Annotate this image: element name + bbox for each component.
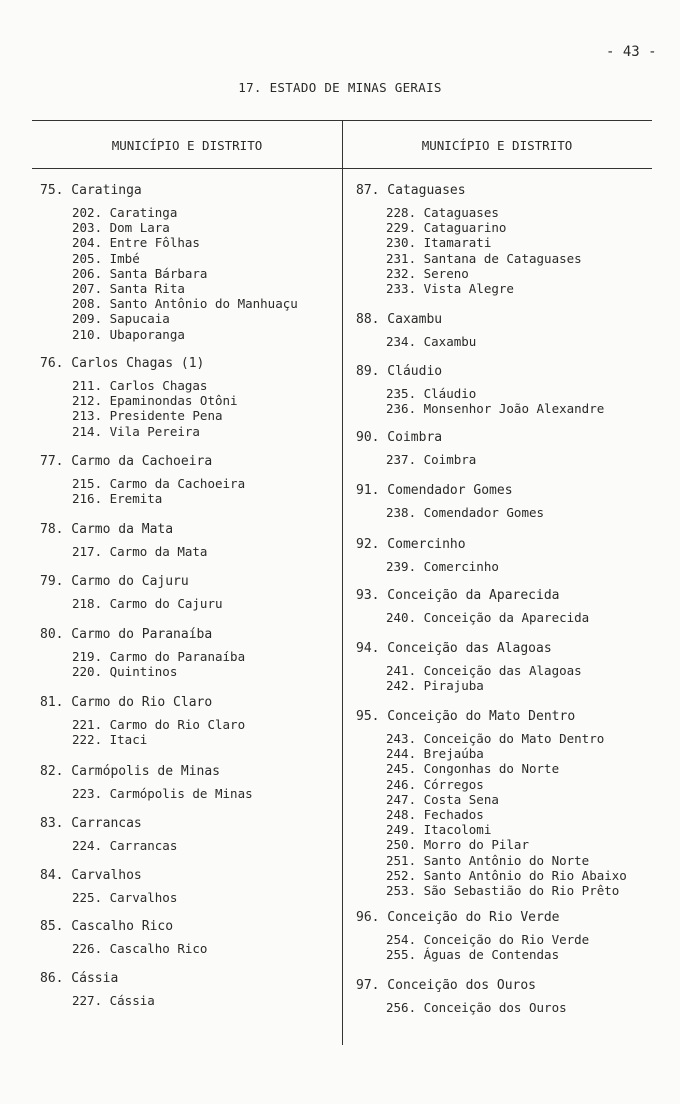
- municipio-entry: 96. Conceição do Rio Verde: [356, 910, 560, 925]
- distrito-entry: 216. Eremita: [72, 491, 163, 507]
- municipio-entry: 93. Conceição da Aparecida: [356, 588, 560, 603]
- distrito-entry: 255. Águas de Contendas: [386, 947, 560, 963]
- distrito-entry: 226. Cascalho Rico: [72, 941, 208, 956]
- page-number: - 43 -: [606, 44, 657, 60]
- distrito-entry: 217. Carmo da Mata: [72, 544, 208, 559]
- distrito-entry: 229. Cataguarino: [386, 220, 507, 236]
- distrito-entry: 222. Itaci: [72, 732, 148, 748]
- distrito-entry: 227. Cássia: [72, 993, 155, 1008]
- distrito-entry: 218. Carmo do Cajuru: [72, 596, 223, 611]
- distrito-entry: 248. Fechados: [386, 807, 484, 822]
- distrito-entry: 207. Santa Rita: [72, 281, 185, 296]
- distrito-entry: 212. Epaminondas Otôni: [72, 393, 238, 409]
- distrito-entry: 206. Santa Bárbara: [72, 265, 208, 281]
- distrito-entry: 252. Santo Antônio do Rio Abaixo: [386, 867, 627, 883]
- distrito-entry: 225. Carvalhos: [72, 890, 178, 905]
- municipio-entry: 97. Conceição dos Ouros: [356, 978, 537, 993]
- municipio-entry: 92. Comercinho: [356, 537, 466, 552]
- distrito-entry: 249. Itacolomi: [386, 822, 492, 838]
- municipio-entry: 87. Cataguases: [356, 183, 466, 198]
- municipio-entry: 79. Carmo do Cajuru: [40, 574, 189, 589]
- municipio-entry: 89. Cláudio: [356, 364, 443, 379]
- municipio-entry: 77. Carmo da Cachoeira: [40, 454, 213, 469]
- distrito-entry: 215. Carmo da Cachoeira: [72, 476, 246, 491]
- distrito-entry: 234. Caxambu: [386, 334, 477, 349]
- municipio-entry: 83. Carrancas: [40, 816, 142, 831]
- distrito-entry: 220. Quintinos: [72, 664, 178, 680]
- distrito-entry: 251. Santo Antônio do Norte: [386, 852, 590, 868]
- municipio-entry: 91. Comendador Gomes: [356, 483, 513, 498]
- column-header-left: MUNICÍPIO E DISTRITO: [111, 138, 263, 153]
- page-title: 17. ESTADO DE MINAS GERAIS: [238, 80, 442, 95]
- distrito-entry: 231. Santana de Cataguases: [386, 250, 582, 266]
- municipio-entry: 78. Carmo da Mata: [40, 522, 174, 537]
- distrito-entry: 202. Caratinga: [72, 205, 178, 220]
- distrito-entry: 214. Vila Pereira: [72, 423, 200, 439]
- distrito-entry: 219. Carmo do Paranaíba: [72, 649, 246, 664]
- distrito-entry: 238. Comendador Gomes: [386, 505, 545, 520]
- distrito-entry: 256. Conceição dos Ouros: [386, 1000, 567, 1015]
- distrito-entry: 244. Brejaúba: [386, 746, 484, 762]
- municipio-entry: 82. Carmópolis de Minas: [40, 764, 221, 779]
- distrito-entry: 213. Presidente Pena: [72, 408, 223, 424]
- distrito-entry: 243. Conceição do Mato Dentro: [386, 731, 605, 746]
- municipio-entry: 95. Conceição do Mato Dentro: [356, 709, 576, 724]
- distrito-entry: 254. Conceição do Rio Verde: [386, 932, 590, 947]
- municipio-entry: 76. Carlos Chagas (1): [40, 356, 205, 371]
- distrito-entry: 204. Entre Fôlhas: [72, 235, 200, 251]
- distrito-entry: 233. Vista Alegre: [386, 281, 514, 296]
- distrito-entry: 240. Conceição da Aparecida: [386, 610, 590, 625]
- distrito-entry: 224. Carrancas: [72, 838, 178, 853]
- distrito-entry: 211. Carlos Chagas: [72, 378, 208, 393]
- distrito-entry: 235. Cláudio: [386, 386, 477, 401]
- distrito-entry: 237. Coimbra: [386, 452, 477, 467]
- municipio-entry: 94. Conceição das Alagoas: [356, 641, 552, 656]
- distrito-entry: 241. Conceição das Alagoas: [386, 663, 582, 678]
- distrito-entry: 232. Sereno: [386, 265, 469, 281]
- distrito-entry: 210. Ubaporanga: [72, 326, 185, 342]
- municipio-entry: 81. Carmo do Rio Claro: [40, 695, 213, 710]
- distrito-entry: 239. Comercinho: [386, 559, 499, 574]
- distrito-entry: 246. Córregos: [386, 776, 484, 792]
- municipio-entry: 84. Carvalhos: [40, 868, 142, 883]
- distrito-entry: 205. Imbé: [72, 250, 140, 266]
- distrito-entry: 250. Morro do Pilar: [386, 837, 529, 853]
- distrito-entry: 245. Congonhas do Norte: [386, 761, 560, 777]
- distrito-entry: 221. Carmo do Rio Claro: [72, 717, 246, 732]
- municipio-entry: 90. Coimbra: [356, 430, 443, 445]
- distrito-entry: 209. Sapucaia: [72, 311, 170, 327]
- distrito-entry: 242. Pirajuba: [386, 678, 484, 694]
- municipio-entry: 88. Caxambu: [356, 312, 443, 327]
- column-header-right: MUNICÍPIO E DISTRITO: [421, 138, 573, 153]
- distrito-entry: 223. Carmópolis de Minas: [72, 786, 253, 801]
- distrito-entry: 247. Costa Sena: [386, 791, 499, 807]
- column-divider: [342, 120, 343, 1045]
- municipio-entry: 80. Carmo do Paranaíba: [40, 627, 213, 642]
- distrito-entry: 253. São Sebastião do Rio Prêto: [386, 883, 620, 898]
- distrito-entry: 228. Cataguases: [386, 205, 499, 220]
- distrito-entry: 208. Santo Antônio do Manhuaçu: [72, 296, 298, 312]
- municipio-entry: 86. Cássia: [40, 971, 119, 986]
- municipio-entry: 85. Cascalho Rico: [40, 919, 174, 934]
- distrito-entry: 230. Itamarati: [386, 235, 492, 251]
- distrito-entry: 203. Dom Lara: [72, 220, 170, 236]
- distrito-entry: 236. Monsenhor João Alexandre: [386, 401, 605, 417]
- municipio-entry: 75. Caratinga: [40, 183, 142, 198]
